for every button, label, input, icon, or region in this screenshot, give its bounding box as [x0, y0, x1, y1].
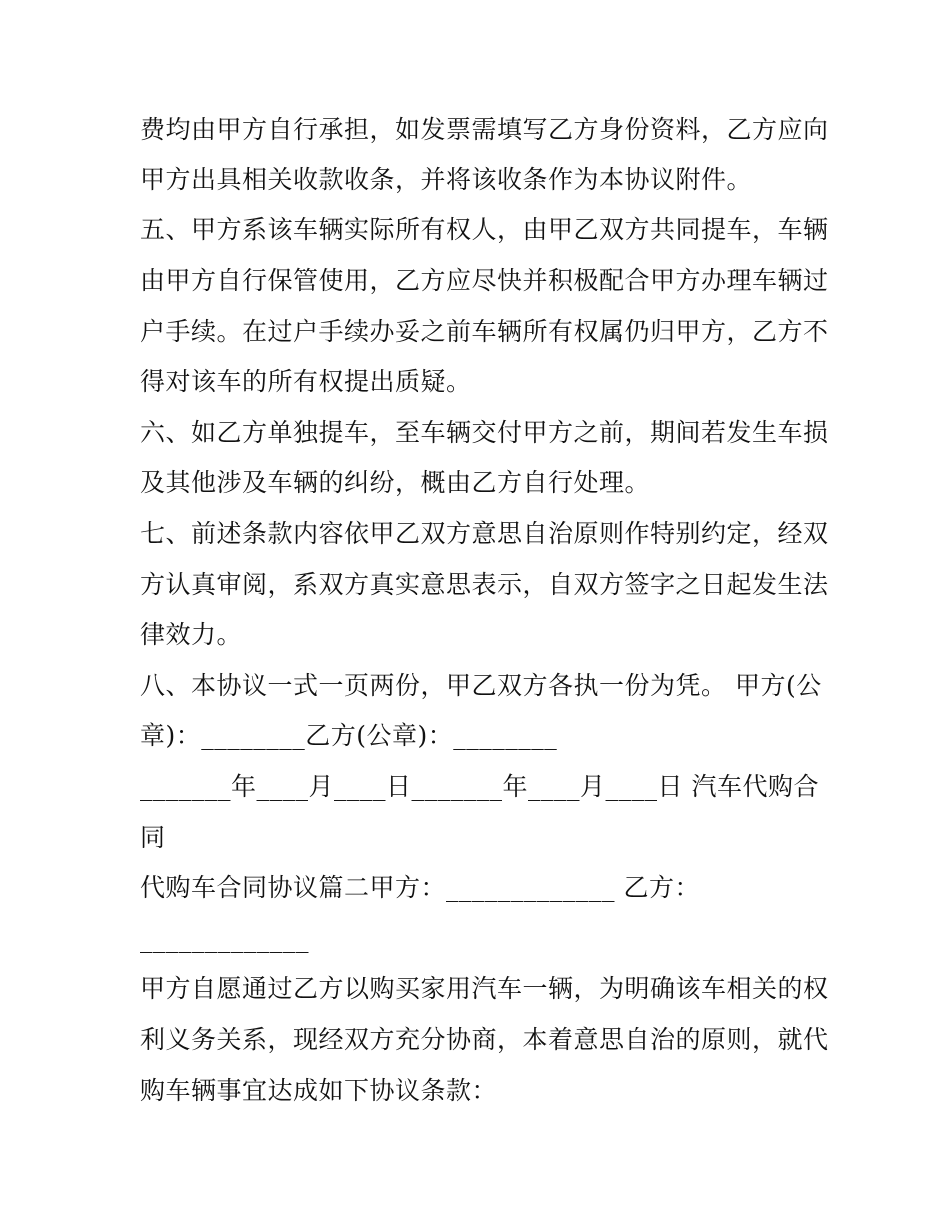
text-line: _____________	[140, 924, 309, 953]
text-line: 章)：________乙方(公章)：________	[140, 721, 558, 750]
text-line: 律效力。	[140, 620, 243, 649]
text-line: 甲方自愿通过乙方以购买家用汽车一辆，为明确该车相关的权	[140, 974, 829, 1003]
text-line: _______年____月____日_______年____月____日 汽车代购合	[140, 772, 819, 801]
text-line: 八、本协议一式一页两份，甲乙双方各执一份为凭。 甲方(公	[140, 671, 822, 700]
text-line: 购车辆事宜达成如下协议条款：	[140, 1076, 498, 1105]
text-line: 由甲方自行保管使用，乙方应尽快并积极配合甲方办理车辆过	[140, 266, 829, 295]
text-line: 甲方出具相关收款收条，并将该收条作为本协议附件。	[140, 165, 753, 194]
text-line: 七、前述条款内容依甲乙双方意思自治原则作特别约定，经双	[140, 519, 829, 548]
text-line: 利义务关系，现经双方充分协商，本着意思自治的原则，就代	[140, 1025, 829, 1054]
text-line: 六、如乙方单独提车，至车辆交付甲方之前，期间若发生车损	[140, 418, 829, 447]
text-line: 方认真审阅，系双方真实意思表示，自双方签字之日起发生法	[140, 570, 829, 599]
text-line: 代购车合同协议篇二甲方：_____________ 乙方：	[140, 873, 700, 902]
text-line: 户手续。在过户手续办妥之前车辆所有权属仍归甲方，乙方不	[140, 317, 829, 346]
text-line: 五、甲方系该车辆实际所有权人，由甲乙双方共同提车，车辆	[140, 215, 829, 244]
text-line: 同	[140, 823, 166, 852]
text-line: 费均由甲方自行承担，如发票需填写乙方身份资料，乙方应向	[140, 115, 829, 144]
text-line: 及其他涉及车辆的纠纷，概由乙方自行处理。	[140, 468, 651, 497]
text-line: 得对该车的所有权提出质疑。	[140, 367, 472, 396]
